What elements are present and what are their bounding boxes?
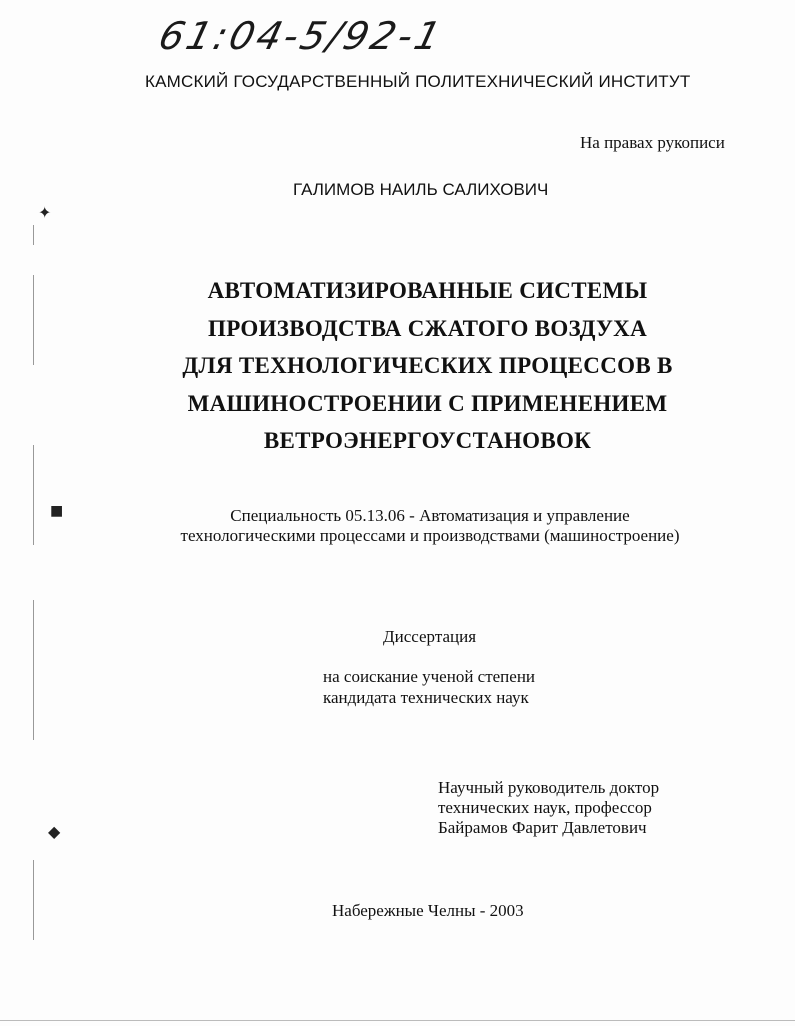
handwritten-catalog-code: 61:04-5/92-1	[154, 14, 448, 58]
margin-scan-line	[33, 860, 34, 940]
institute-name: КАМСКИЙ ГОСУДАРСТВЕННЫЙ ПОЛИТЕХНИЧЕСКИЙ ИНСТИТУТ	[145, 72, 691, 91]
binding-hole-mark-icon: ■	[50, 503, 64, 519]
scan-edge-line	[0, 1020, 795, 1021]
specialty-line: технологическими процессами и производствами (машиностроение)	[180, 526, 680, 545]
margin-scan-line	[33, 445, 34, 545]
specialty-block	[0, 506, 795, 546]
author-name: ГАЛИМОВ НАИЛЬ САЛИХОВИЧ	[293, 180, 549, 199]
binding-hole-mark-icon: ✦	[38, 203, 52, 222]
manuscript-rights-note: На правах рукописи	[580, 133, 725, 152]
title-line: ПРОИЗВОДСТВА СЖАТОГО ВОЗДУХА	[208, 315, 647, 341]
degree-line: кандидата технических наук	[323, 688, 529, 707]
binding-hole-mark-icon: ◆	[48, 822, 61, 841]
degree-line: на соискание ученой степени	[323, 667, 536, 686]
title-line: МАШИНОСТРОЕНИИ С ПРИМЕНЕНИЕМ	[187, 390, 668, 416]
margin-scan-line	[33, 225, 34, 245]
dissertation-label: Диссертация	[383, 627, 477, 646]
supervisor-line: Научный руководитель доктор	[438, 778, 660, 797]
margin-scan-line	[33, 600, 34, 740]
supervisor-line: технических наук, профессор	[438, 798, 652, 817]
title-line: АВТОМАТИЗИРОВАННЫЕ СИСТЕМЫ	[207, 278, 648, 303]
supervisor-line: Байрамов Фарит Давлетович	[438, 818, 647, 837]
title-line: ДЛЯ ТЕХНОЛОГИЧЕСКИХ ПРОЦЕССОВ В	[182, 353, 673, 378]
margin-scan-line	[33, 275, 34, 365]
dissertation-title	[0, 272, 795, 460]
specialty-line: Специальность 05.13.06 - Автоматизация и управление	[230, 506, 630, 525]
city-year: Набережные Челны - 2003	[332, 901, 524, 920]
title-line: ВЕТРОЭНЕРГОУСТАНОВОК	[263, 428, 592, 453]
